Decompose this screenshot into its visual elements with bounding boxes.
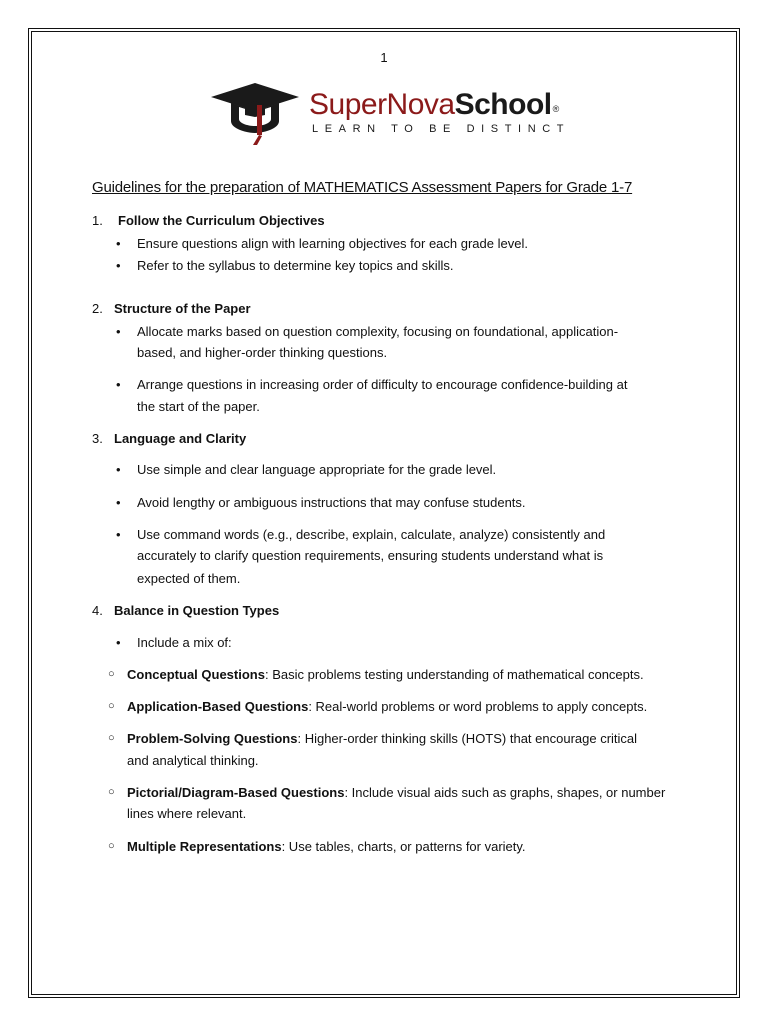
sub-bullet-icon: ○ xyxy=(108,700,115,712)
section-3-number: 3. xyxy=(92,431,103,446)
bullet-icon: • xyxy=(116,462,121,477)
section-2-bullet-1-line-1: Allocate marks based on question complexity, focusing on foundational, application- xyxy=(137,324,619,339)
section-3-bullet-3-line-2: accurately to clarify question requirements, ensuring students understand what is xyxy=(137,548,604,563)
sub-item-conceptual: Conceptual Questions: Basic problems testing understanding of mathematical concepts. xyxy=(127,667,644,682)
document-title: Guidelines for the preparation of MATHEMATICS Assessment Papers for Grade 1-7 xyxy=(92,179,633,196)
brand-name xyxy=(309,87,559,123)
section-4-bullet-1: Include a mix of: xyxy=(137,635,232,650)
section-1-heading: Follow the Curriculum Objectives xyxy=(118,213,325,228)
sub-item-multiple-representations: Multiple Representations: Use tables, charts, or patterns for variety. xyxy=(127,839,526,854)
bullet-icon: • xyxy=(116,258,121,273)
bullet-icon: • xyxy=(116,377,121,392)
bullet-icon: • xyxy=(116,495,121,510)
sub-bullet-icon: ○ xyxy=(108,732,115,744)
section-3-bullet-1: Use simple and clear language appropriate for the grade level. xyxy=(137,462,497,477)
section-2-heading: Structure of the Paper xyxy=(114,301,251,316)
bullet-icon: • xyxy=(116,527,121,542)
section-3-bullet-3-line-3: expected of them. xyxy=(137,571,241,586)
brand-part-supernova: SuperNova xyxy=(309,88,455,121)
bullet-icon: • xyxy=(116,635,121,650)
section-3-bullet-3-line-1: Use command words (e.g., describe, explain, calculate, analyze) consistently and xyxy=(137,527,606,542)
section-4-heading: Balance in Question Types xyxy=(114,603,280,618)
sub-bullet-icon: ○ xyxy=(108,840,115,852)
sub-item-application-based: Application-Based Questions: Real-world problems or word problems to apply concepts. xyxy=(127,699,648,714)
section-2-bullet-1-line-2: based, and higher-order thinking questions. xyxy=(137,345,388,360)
section-1-bullet-2: Refer to the syllabus to determine key topics and skills. xyxy=(137,258,454,273)
sub-item-problem-solving: Problem-Solving Questions: Higher-order thinking skills (HOTS) that encourage critical xyxy=(127,731,638,746)
section-3-heading: Language and Clarity xyxy=(114,431,247,446)
sub-bullet-icon: ○ xyxy=(108,786,115,798)
registered-mark: ® xyxy=(552,104,559,114)
brand-part-school: School xyxy=(454,88,552,121)
section-1-number: 1. xyxy=(92,213,103,228)
section-2-number: 2. xyxy=(92,301,103,316)
bullet-icon: • xyxy=(116,236,121,251)
section-2-bullet-2-line-2: the start of the paper. xyxy=(137,399,260,414)
brand-tagline: LEARN TO BE DISTINCT xyxy=(312,123,571,135)
sub-bullet-icon: ○ xyxy=(108,668,115,680)
sub-item-pictorial: Pictorial/Diagram-Based Questions: Include visual aids such as graphs, shapes, or number xyxy=(127,785,666,800)
sub-item-pictorial-line-2: lines where relevant. xyxy=(127,806,247,821)
section-2-bullet-2-line-1: Arrange questions in increasing order of difficulty to encourage confidence-building at xyxy=(137,377,628,392)
section-4-number: 4. xyxy=(92,603,103,618)
section-1-bullet-1: Ensure questions align with learning objectives for each grade level. xyxy=(137,236,528,251)
graduation-cap-logo-icon xyxy=(209,81,301,147)
page-number: 1 xyxy=(380,50,388,65)
bullet-icon: • xyxy=(116,324,121,339)
school-logo xyxy=(209,81,569,147)
section-3-bullet-2: Avoid lengthy or ambiguous instructions that may confuse students. xyxy=(137,495,526,510)
sub-item-problem-solving-line-2: and analytical thinking. xyxy=(127,753,259,768)
